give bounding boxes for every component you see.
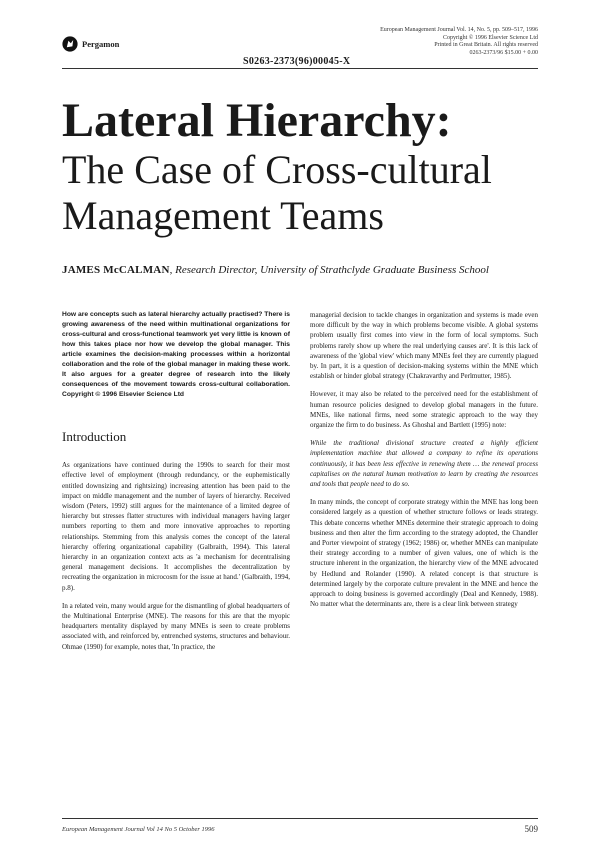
author-line <box>62 264 489 276</box>
left-column <box>62 310 290 660</box>
abstract: How are concepts such as lateral hierarchy actually practised? There is growing awareness of the need within multinational organizations for cross-cultural and cross-functional teamwork yet very little is known of how this takes place nor how we develop the global manager. This article examines the decision-making processes within a horizontal collaboration and the role of the global manager in making these work. It also argues for a greater degree of research into the likely consequences of the movement towards cross-cultural collaboration. Copyright © 1996 Elsevier Science Ltd <box>62 311 290 398</box>
publisher-name: Pergamon <box>82 39 120 49</box>
footer-journal: European Management Journal Vol 14 No 5 October 1996 <box>62 826 215 833</box>
body-paragraph: In a related vein, many would argue for the dismantling of global headquarters of the Multinational Enterprise (MNE). The reasons for this are that the myopic headquarters mentality displayed by many MNEs is seen to create problems associated with, and reinforced by, entrenched systems, structures and behaviour. Ohmae (1990) for example, notes that, 'In practice, the <box>62 601 290 651</box>
article-title-line-2: The Case of Cross-cultural <box>62 147 492 192</box>
header-rule <box>62 68 538 69</box>
author-name: JAMES McCALMAN <box>62 264 170 276</box>
publisher-logo-block <box>62 36 119 52</box>
journal-info-line: 0263-2373/96 $15.00 + 0.00 <box>469 49 538 56</box>
article-title-line-3: Management Teams <box>62 193 384 238</box>
journal-info-line: European Management Journal Vol. 14, No. 5, pp. 509–517, 1996 <box>380 27 538 33</box>
pergamon-logo-icon <box>62 36 78 52</box>
journal-info-line: Printed in Great Britain. All rights reserved <box>434 42 538 49</box>
body-paragraph: In many minds, the concept of corporate strategy within the MNE has long been considered largely as a question of whether structure follows or leads strategy. This debate concerns whether MNEs determine their strategic approach to doing business and then alter the firm according to the strategy adopted, the Chandler and Porter viewpoint of strategy (1962; 1986) or, whether MNEs can manipulate their strategy according to a number of given values, one of which is the structure inherent in the organization, the hierarchy view of the MNE advocated by Hedlund and Rolander (1990). A related concept is that structure is determined largely by the corporate culture prevalent in the MNE and hence the approach to doing business is governed accordingly (Deal and Kennedy, 1988). No matter what the determinants are, there is a clear link between strategy <box>310 498 538 609</box>
body-paragraph: managerial decision to tackle changes in organization and systems is made even more difficult by the way in which problems become visible. A global systems problem usually first comes into view in the form of local symptoms. Such problems rarely show up where the real underlying causes are'. It is this lack of awareness of the 'global view' which many MNEs feel they are currently plagued by. In part, it is a question of decision-making systems within the MNE which establish or hinder global strategy (Chakravarthy and Perlmutter, 1985). <box>310 311 538 381</box>
document-id: S0263-2373(96)00045-X <box>243 56 351 67</box>
section-heading-introduction: Introduction <box>62 429 127 444</box>
footer-rule <box>62 818 538 819</box>
body-paragraph: As organizations have continued during the 1990s to search for their most effective level of employment (through redundancy, or the euphemistically entitled downsizing and rightsizing) increasing attention has been paid to the impact on middle management and the number of layers of hierarchy. Received wisdom (Peters, 1992) still argues for the maintenance of a limited degree of hierarchy but stresses flatter structures with individual managers having larger numbers reporting to them and more innovative approaches to reporting relationships. Stemming from this analysis comes the concept of the lateral hierarchy offering organizational capability (Galbraith, 1994). This lateral hierarchy in an organization context acts as 'a mechanism for decentralising general management decisions. It accomplishes the decentralization by recreating the organization in microcosm for the issue at hand.' (Galbraith, 1994, p.8). <box>62 461 290 592</box>
journal-info <box>380 27 538 57</box>
right-column <box>310 310 538 617</box>
article-title-line-1: Lateral Hierarchy: <box>62 94 452 147</box>
body-paragraph: However, it may also be related to the perceived need for the establishment of human resource policies designed to develop global managers in the future. MNEs, like national firms, need some strategic approach to the way they organize the firm to do business. As Ghoshal and Bartlett (1995) note: <box>310 390 538 430</box>
journal-info-line: Copyright © 1996 Elsevier Science Ltd <box>442 34 538 41</box>
page-number: 509 <box>524 824 538 834</box>
block-quote: While the traditional divisional structure created a highly efficient implementation machine that allowed a company to refine its operations continuously, it has been less effective in renewing them … the renewal process capitalises on the natural human motivation to learn by creating the resources and tools that people need to do so. <box>310 439 538 489</box>
author-affiliation: , Research Director, University of Strathclyde Graduate Business School <box>169 264 489 276</box>
